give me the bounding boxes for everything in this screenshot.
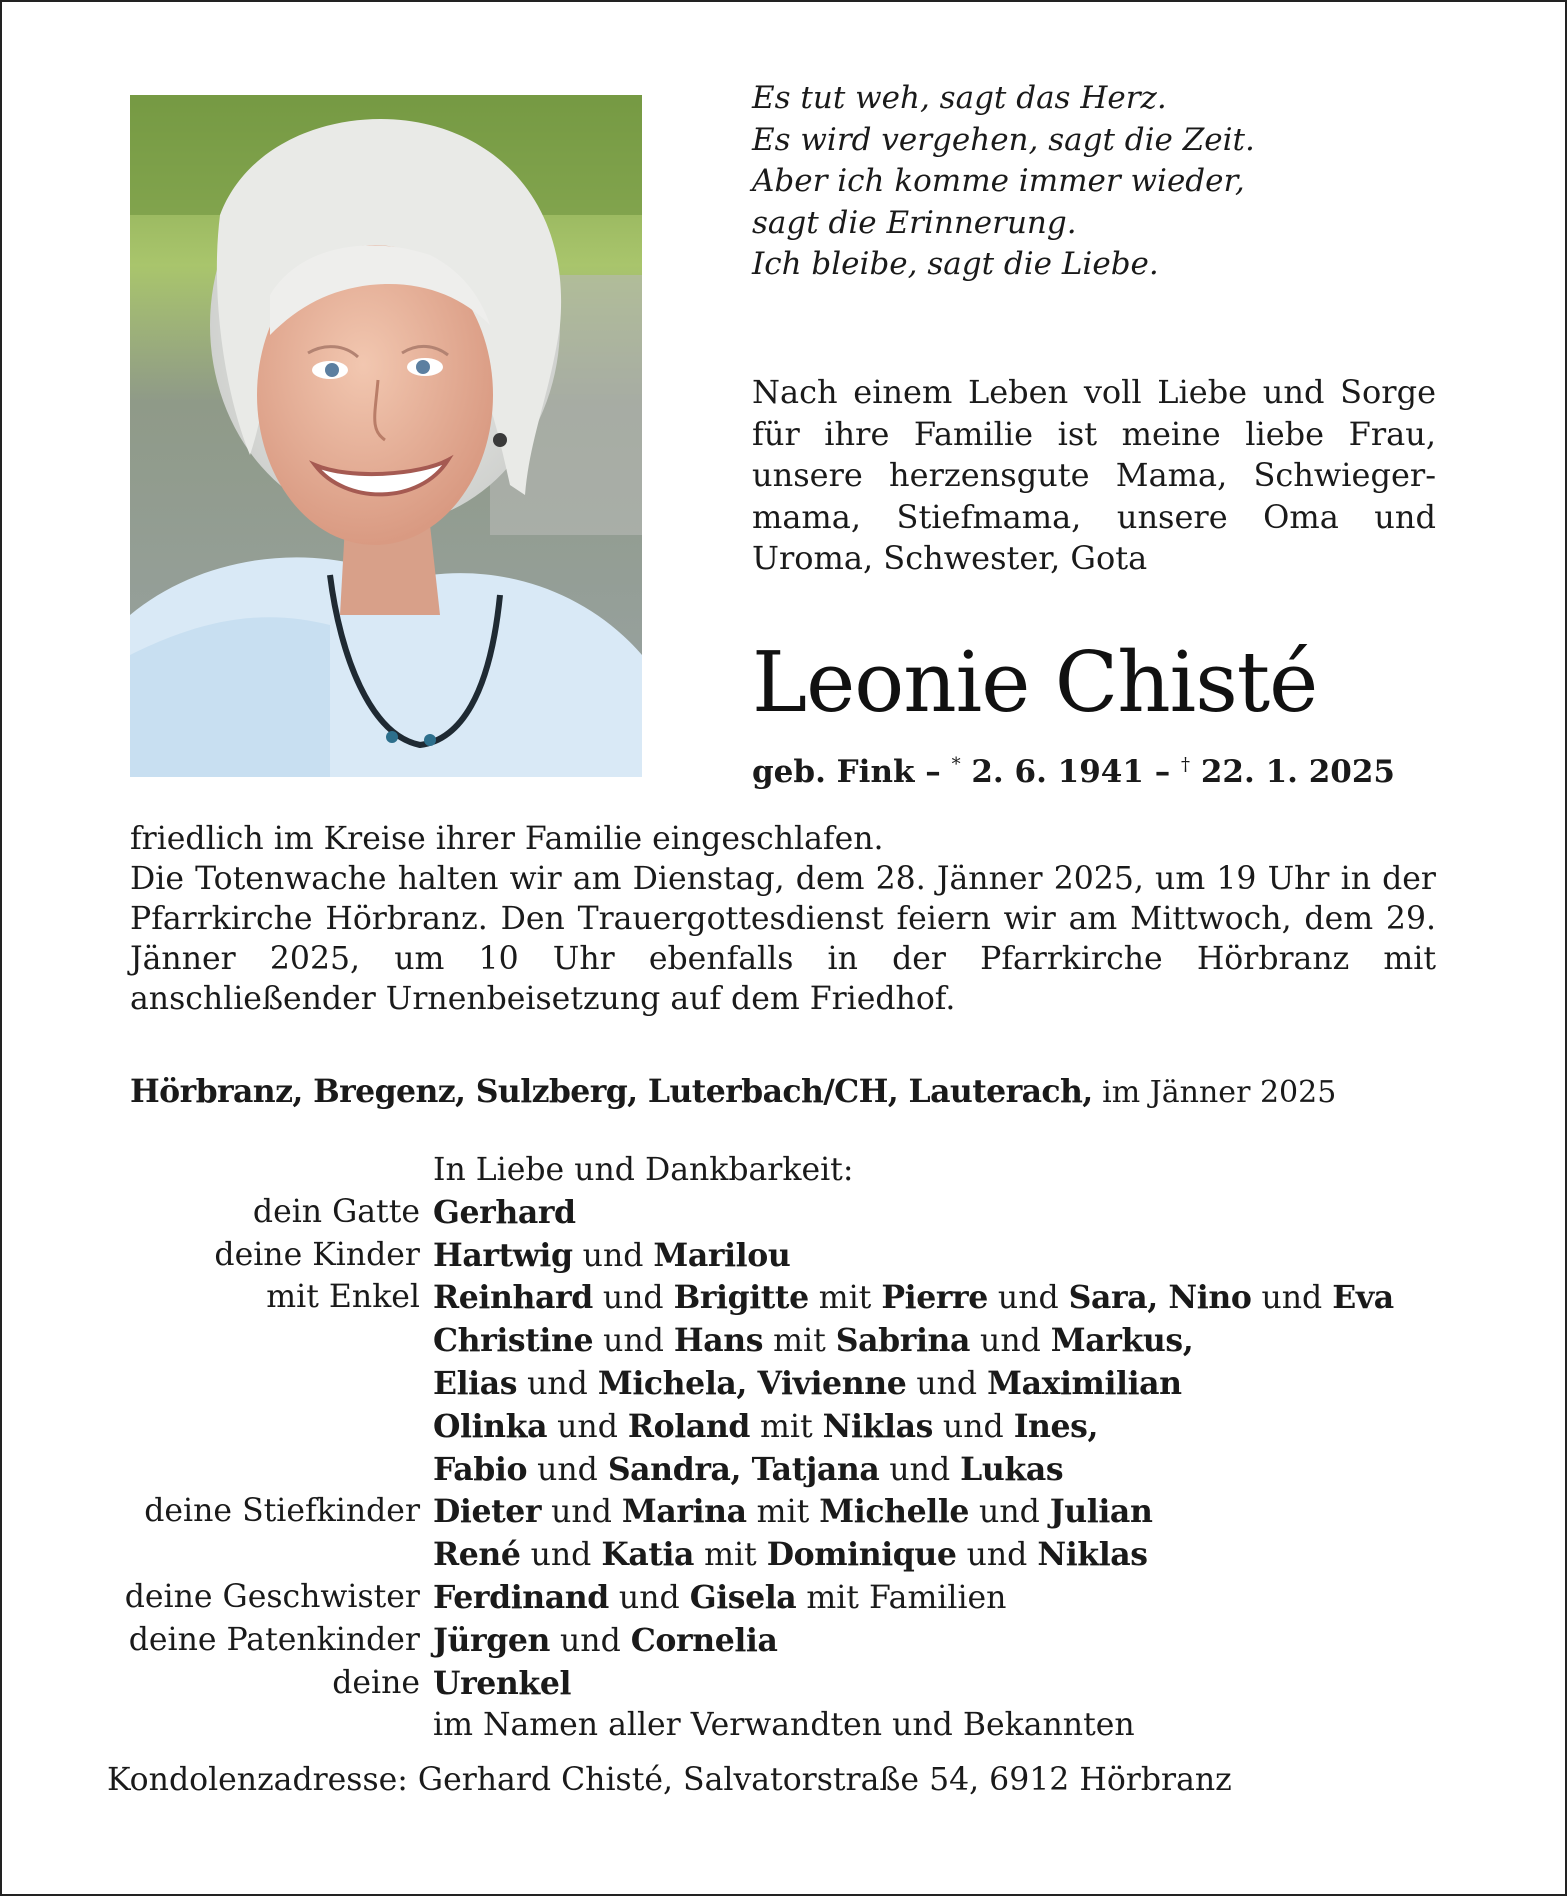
- relation-label: deine: [332, 1664, 420, 1701]
- relative-name: Dieter: [433, 1493, 542, 1531]
- relation-label: deine Geschwister: [124, 1578, 420, 1615]
- relative-name: Markus,: [1050, 1322, 1194, 1360]
- relation-label: [0, 1406, 433, 1449]
- life-dates: [752, 745, 1472, 792]
- relation-label: dein Gatte: [252, 1193, 420, 1230]
- relative-name: Sara, Nino: [1068, 1279, 1252, 1317]
- connector-text: und: [970, 1323, 1051, 1360]
- connector-text: im Namen aller Verwandten und Bekannten: [433, 1707, 1135, 1744]
- relative-names: [433, 1320, 1193, 1363]
- birth-symbol: *: [951, 754, 961, 775]
- mourner-row: [0, 1406, 1567, 1449]
- relative-name: Pierre: [881, 1279, 988, 1317]
- places-list: Hörbranz, Bregenz, Sulzberg, Luterbach/CH, Lauterach,: [130, 1073, 1093, 1110]
- relative-name: Urenkel: [433, 1664, 572, 1702]
- mourner-row: [0, 1577, 1567, 1620]
- relative-name: Fabio: [433, 1450, 528, 1488]
- connector-text: mit: [808, 1280, 882, 1317]
- relative-name: Niklas: [822, 1407, 933, 1445]
- relative-names: [433, 1235, 790, 1278]
- connector-text: mit: [746, 1494, 820, 1531]
- passing-sentence: friedlich im Kreise ihrer Familie eingeschlafen.: [130, 821, 884, 857]
- relative-name: Marilou: [653, 1236, 791, 1274]
- relative-name: Katia: [601, 1536, 695, 1574]
- birth-date: 2. 6. 1941: [960, 754, 1144, 790]
- mourners-heading: In Liebe und Dankbarkeit:: [433, 1152, 854, 1188]
- connector-text: und: [1251, 1280, 1333, 1317]
- connector-text: und: [956, 1537, 1038, 1574]
- relative-name: Olinka: [433, 1407, 548, 1445]
- mourner-row: [0, 1192, 1567, 1235]
- connector-text: mit: [763, 1323, 836, 1360]
- mourner-row: [0, 1663, 1567, 1706]
- connector-text: und: [969, 1494, 1050, 1531]
- relative-name: Niklas: [1037, 1536, 1148, 1574]
- relative-name: Marina: [621, 1493, 747, 1531]
- relative-name: Michela, Vivienne: [597, 1364, 907, 1402]
- relative-name: Ines,: [1013, 1407, 1099, 1445]
- mourner-row: [0, 1620, 1567, 1663]
- places-date: im Jänner 2025: [1092, 1075, 1337, 1110]
- poem-line: Es wird vergehen, sagt die Zeit.: [752, 121, 1255, 158]
- relative-name: Maximilian: [987, 1364, 1182, 1402]
- connector-text: und: [549, 1622, 631, 1659]
- intro-paragraph: Nach einem Leben voll Liebe und Sorge für ihre Familie ist meine liebe Frau, unsere herzensgute Mama, Schwiegermama, Stiefmama, unsere Oma und Uroma, Schwester, Gota: [752, 373, 1436, 577]
- relative-name: René: [433, 1536, 521, 1574]
- relation-label: deine Kinder: [214, 1236, 420, 1273]
- connector-text: und: [547, 1408, 628, 1445]
- relation-label: [0, 1705, 433, 1747]
- relation-label: deine Stiefkinder: [144, 1493, 420, 1530]
- mourner-row: [0, 1235, 1567, 1278]
- relative-name: Eva: [1332, 1279, 1394, 1317]
- birth-name: geb. Fink: [752, 754, 915, 790]
- connector-text: und: [572, 1237, 654, 1274]
- connector-text: mit: [749, 1408, 823, 1445]
- relative-name: Hans: [673, 1322, 764, 1360]
- relative-name: Julian: [1049, 1493, 1153, 1531]
- mourner-row: [0, 1534, 1567, 1577]
- poem-line: Ich bleibe, sagt die Liebe.: [752, 246, 1159, 282]
- connector-text: und: [520, 1537, 602, 1574]
- relative-name: Reinhard: [433, 1279, 593, 1317]
- connector-text: und: [592, 1280, 674, 1317]
- memorial-poem: [752, 78, 1472, 286]
- poem-line: Es tut weh, sagt das Herz.: [752, 80, 1167, 116]
- mourner-row: [0, 1449, 1567, 1492]
- poem-line: sagt die Erinnerung.: [752, 204, 1077, 241]
- relative-names: [433, 1577, 1006, 1620]
- relation-label: [0, 1534, 433, 1577]
- mourner-row: [0, 1705, 1567, 1747]
- connector-text: und: [879, 1451, 961, 1488]
- relative-name: Gerhard: [433, 1193, 576, 1231]
- condolence-address: Kondolenzadresse: Gerhard Chisté, Salvatorstraße 54, 6912 Hörbranz: [107, 1762, 1232, 1798]
- connector-text: mit Familien: [796, 1579, 1007, 1616]
- relative-names: [433, 1620, 778, 1663]
- connector-text: und: [541, 1494, 622, 1531]
- relative-names: [433, 1449, 1063, 1492]
- relative-name: Cornelia: [630, 1621, 778, 1659]
- relative-names: [433, 1363, 1182, 1406]
- funeral-details: [130, 819, 1436, 1019]
- relative-name: Sabrina: [835, 1322, 971, 1360]
- relation-label: deine Patenkinder: [128, 1621, 420, 1658]
- service-details: Die Totenwache halten wir am Dienstag, dem 28. Jänner 2025, um 19 Uhr in der Pfarrkirche Hörbranz. Den Trauergottesdienst feiern wir am Mittwoch, dem 29. Jänner 2025, um 10 Uhr ebenfalls in der Pfarrkirche Hörbranz mit anschließender Urnenbeisetzung auf dem Friedhof.: [130, 861, 1436, 1017]
- dash: –: [1143, 754, 1182, 790]
- relative-name: Dominique: [766, 1536, 957, 1574]
- connector-text: und: [527, 1451, 608, 1488]
- connector-text: und: [987, 1280, 1069, 1317]
- mourner-row: [0, 1277, 1567, 1320]
- poem-line: Aber ich komme immer wieder,: [752, 163, 1245, 199]
- mourners-list: [0, 1150, 1567, 1747]
- dash: –: [914, 754, 952, 790]
- relative-name: Sandra, Tatjana: [607, 1450, 880, 1488]
- deceased-name: Leonie Chisté: [752, 634, 1318, 731]
- connector-text: und: [608, 1579, 690, 1616]
- connector-text: mit: [694, 1537, 767, 1574]
- mourner-row: [0, 1363, 1567, 1406]
- relative-names: [433, 1406, 1098, 1449]
- relative-name: Hartwig: [433, 1236, 573, 1274]
- connector-text: und: [932, 1408, 1014, 1445]
- relative-names: [433, 1491, 1152, 1534]
- mourner-rows: [0, 1192, 1567, 1747]
- connector-text: und: [593, 1323, 674, 1360]
- relative-name: Elias: [433, 1364, 518, 1402]
- relative-names: [433, 1705, 1135, 1747]
- portrait-photo: [130, 95, 642, 777]
- relative-names: [433, 1277, 1394, 1320]
- relative-name: Christine: [433, 1322, 594, 1360]
- relative-name: Ferdinand: [433, 1578, 609, 1616]
- relative-name: Roland: [627, 1407, 750, 1445]
- relative-name: Gisela: [689, 1578, 797, 1616]
- mourner-row: [0, 1320, 1567, 1363]
- relative-names: [433, 1534, 1148, 1577]
- places-line: [130, 1070, 1436, 1115]
- relative-name: Michelle: [819, 1493, 970, 1531]
- mourner-row: [0, 1491, 1567, 1534]
- relative-names: [433, 1663, 571, 1706]
- relation-label: [0, 1320, 433, 1363]
- relative-name: Jürgen: [433, 1621, 550, 1659]
- relative-name: Lukas: [960, 1450, 1064, 1488]
- relation-label: mit Enkel: [266, 1279, 420, 1316]
- mourners-heading-row: [0, 1150, 1567, 1192]
- relation-label: [0, 1449, 433, 1492]
- connector-text: und: [517, 1365, 598, 1402]
- relative-name: Brigitte: [673, 1279, 809, 1317]
- relation-label: [0, 1363, 433, 1406]
- death-date: 22. 1. 2025: [1190, 754, 1395, 790]
- death-symbol: †: [1181, 754, 1191, 775]
- relative-names: [433, 1192, 576, 1235]
- connector-text: und: [906, 1365, 988, 1402]
